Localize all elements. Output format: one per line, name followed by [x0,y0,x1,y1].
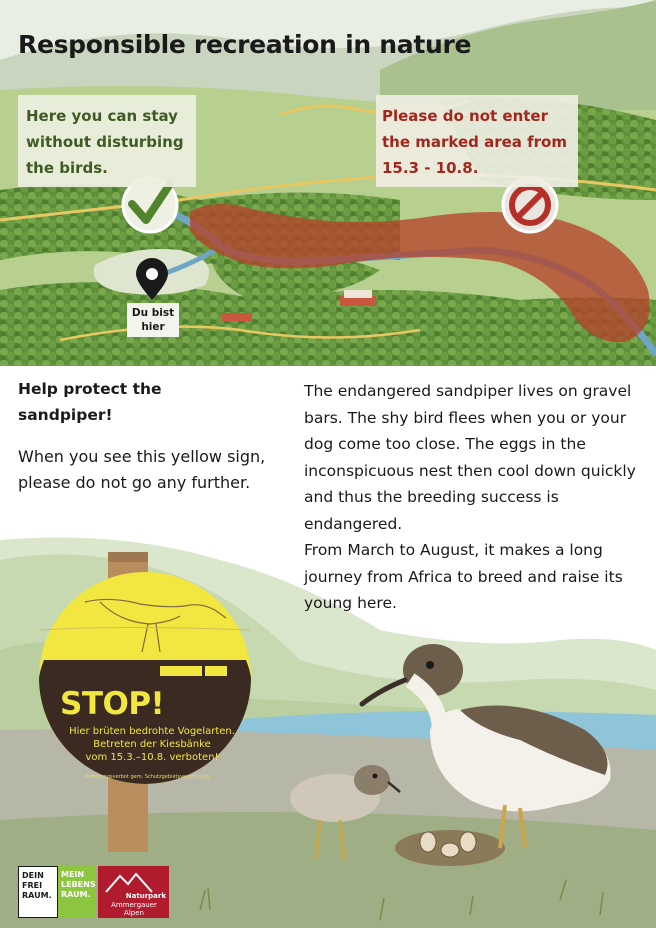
page-title: Responsible recreation in nature [18,30,472,59]
naturpark-logo-line1: Naturpark [125,892,166,900]
allowed-area-text: Here you can stay without disturbing the birds. [26,107,184,177]
sign-text-line1: Hier brüten bedrohte Vogelarten. [69,726,235,737]
naturpark-logo [98,866,169,918]
sign-text-line3: vom 15.3.–10.8. verboten! [85,752,219,763]
help-heading: Help protect the sandpiper! [18,380,162,424]
info-paragraph-2: From March to August, it makes a long journey from Africa to breed and raise its young here. [304,541,623,612]
area-map [0,0,656,366]
restricted-area-text: Please do not enter the marked area from 15.3 - 10.8. [382,107,567,177]
sign-partner-logo2: LBV [212,692,225,699]
dein-freiraum-logo: DEIN FREI RAUM. [18,866,58,918]
you-are-here-label: Du bist hier [127,303,179,337]
sign-small-print: Betretungsverbot gem. Schutzgebietsverordnung [85,774,209,780]
restricted-area-callout [376,95,578,187]
sandpiper-info [304,378,644,617]
info-paragraph-1: The endangered sandpiper lives on gravel bars. The shy bird flees when you or your dog come too close. The eggs in the inconspicuous nest then cool down quickly and thus the breeding success is endangered. [304,382,636,533]
sign-text-line2: Betreten der Kiesbänke [93,739,211,750]
naturpark-logo-line2: Ammergauer Alpen [111,901,157,917]
help-body-text: When you see this yellow sign, please do not go any further. [18,447,266,492]
sign-stop-text: STOP! [60,686,165,722]
mein-lebensraum-logo: MEIN LEBENS RAUM. [58,866,96,918]
allowed-area-callout [18,95,196,187]
sign-partner-logo: Interreg [166,692,194,699]
